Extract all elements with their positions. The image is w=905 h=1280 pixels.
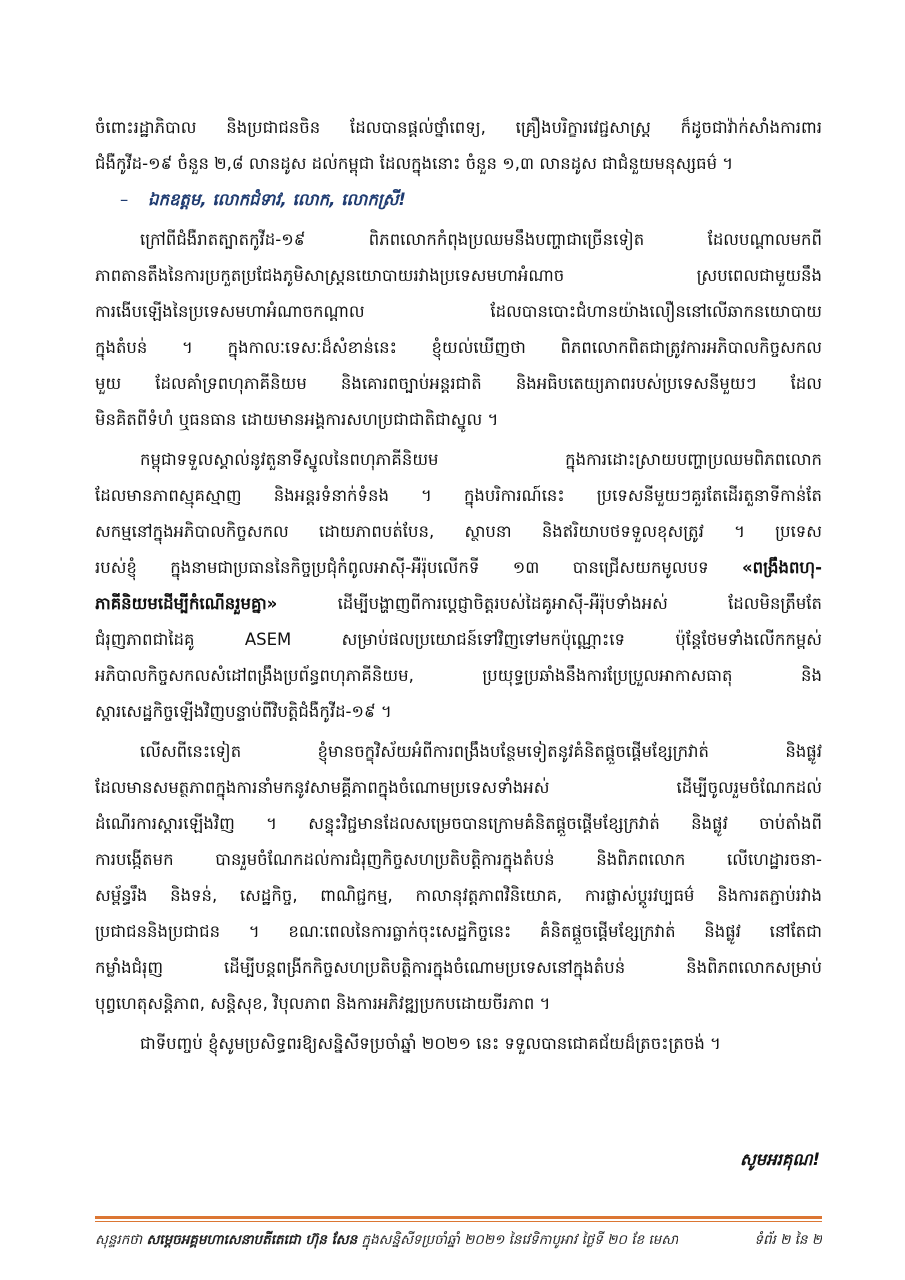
paragraph-4 [95,1026,822,1062]
text-line: ជាទីបញ្ចប់ ខ្ញុំសូមប្រសិទ្ធពរឱ្យសន្និសីទប្រចាំឆ្នាំ ២០២១ នេះ ទទួលបានជោគជ័យដ៏ត្រចះត្រចង់ ។ [140,1034,721,1053]
page-number: ទំព័រ ២ នៃ ២ [754,1232,822,1248]
text-line: សកម្មនៅក្នុងអភិបាលកិច្ចសកល ដោយភាពបត់បែន, ស្ថាបនា និងឥរិយាបថទទួលខុសត្រូវ ។ ប្រទេស [95,522,822,541]
text-line: បុព្វហេតុសន្តិភាព, សន្តិសុខ, វិបុលភាព និងការអភិវឌ្ឍប្រកបដោយចីរភាព ។ [95,994,551,1013]
salutation-heading [120,182,820,218]
text-line [95,550,822,586]
footer-prefix: សុន្ទរកថា [95,1232,143,1248]
text-line: ក្រៅពីជំងឺរាតត្បាតកូវីដ-១៩ ពិភពលោកកំពុងប្រឈមនឹងបញ្ហាជាច្រើនទៀត ដែលបណ្តាលមកពី [140,230,822,249]
text-line: ជំងឺកូវីដ-១៩ ចំនួន ២,៨ លានដូស ដល់កម្ពុជា ដែលក្នុងនោះ ចំនួន ១,៣ លានដូស ជាជំនួយមនុស្សធម៌ ។ [95,154,734,173]
paragraph-1 [95,222,822,438]
text-line: ដែលមានសមត្ថភាពក្នុងការនាំមកនូវសាមគ្គីភាពក្នុងចំណោមប្រទេសទាំងអស់ ដើម្បីចូលរួមចំណែកដល់ [95,778,822,797]
text-line: ការបង្កើតមក បានរួមចំណែកដល់ការជំរុញកិច្ចសហប្រតិបត្តិការក្នុងតំបន់ និងពិភពលោក លើហេដ្ឋារចនា- [95,850,822,869]
theme-title-bold: «ពង្រឹងពហុ- [741,558,822,577]
text-line: ដំណើរការស្តារឡើងវិញ ។ សន្ទុះវិជ្ជមានដែលសម្រេចបានក្រោមគំនិតផ្តួចផ្តើមខ្សែក្រវាត់ និងផ្លូវ ចាប់តាំងពី [95,814,822,833]
text-line: ចំពោះរដ្ឋាភិបាល និងប្រជាជនចិន ដែលបានផ្តល់ថ្នាំពេទ្យ, គ្រឿងបរិក្ខារវេជ្ជសាស្ត្រ ក៏ដូចជាវ៉ាក់សាំងការពារ [95,118,822,137]
text-line [95,586,822,622]
text-line: អភិបាលកិច្ចសកលសំដៅពង្រឹងប្រព័ន្ធពហុភាគីនិយម, ប្រយុទ្ធប្រឆាំងនឹងការប្រែប្រួលអាកាសធាតុ និង [95,666,822,685]
footer-speaker: សម្តេចអគ្គមហាសេនាបតីតេជោ ហ៊ុន សែន [146,1232,358,1248]
footer-event: ក្នុងសន្និសីទប្រចាំឆ្នាំ ២០២១ នៃវេទិកាបូអាវ ថ្ងៃទី ២០ ខែ មេសា [361,1232,679,1248]
page-footer [95,1216,822,1252]
text-line: ស្តារសេដ្ឋកិច្ចឡើងវិញបន្ទាប់ពីវិបត្តិជំងឺកូវីដ-១៩ ។ [95,702,392,721]
speech-body [95,222,822,1066]
text-line: កម្ពុជាទទួលស្គាល់នូវតួនាទីស្នូលនៃពហុភាគីនិយម ក្នុងការដោះស្រាយបញ្ហាប្រឈមពិភពលោក [140,450,822,469]
paragraph-2 [95,442,822,730]
text-segment: របស់ខ្ញុំ ក្នុងនាមជាប្រធាននៃកិច្ចប្រជុំកំពូលអាស៊ី-អឺរ៉ុបលើកទី ១៣ បានជ្រើសយកមូលបទ [95,558,709,577]
text-line: ភាពតានតឹងនៃការប្រកួតប្រជែងភូមិសាស្ត្រនយោបាយរវាងប្រទេសមហាអំណាច ស្របពេលជាមួយនឹង [95,266,822,285]
footer-rule [95,1216,822,1222]
text-line: ប្រជាជននិងប្រជាជន ។ ខណៈពេលនៃការធ្លាក់ចុះសេដ្ឋកិច្ចនេះ គំនិតផ្តួចផ្តើមខ្សែក្រវាត់ និងផ្លូវ នៅតែជា [95,922,822,941]
intro-paragraph-continuation [95,110,822,182]
text-line: ក្នុងតំបន់ ។ ក្នុងកាលៈទេសៈដ៏សំខាន់នេះ ខ្ញុំយល់ឃើញថា ពិភពលោកពិតជាត្រូវការអភិបាលកិច្ចសកល [95,338,822,357]
text-line: ជំរុញភាពជាដៃគូ ASEM សម្រាប់ផលប្រយោជន៍ទៅវិញទៅមកប៉ុណ្ណោះទេ ប៉ុន្តែថែមទាំងលើកកម្ពស់ [95,630,822,649]
footer-caption [95,1228,678,1252]
paragraph-3 [95,734,822,1022]
salutation-text: ឯកឧត្តម, លោកជំទាវ, លោក, លោកស្រី! [148,190,406,209]
text-segment: ដើម្បីបង្ហាញពីការប្តេជ្ញាចិត្តរបស់ដៃគូអាស៊ី-អឺរ៉ុបទាំងអស់ ដែលមិនត្រឹមតែ [337,594,823,613]
closing-thanks: សូមអរគុណ! [739,1150,820,1169]
footer-row [95,1228,822,1252]
text-line: សម្ព័ន្ធរឹង និងទន់, សេដ្ឋកិច្ច, ពាណិជ្ជកម្ម, កាលានុវត្តភាពវិនិយោគ, ការផ្លាស់ប្តូរវប្បធម៌ និងការតភ្ជាប់រវាង [95,886,822,905]
text-line: លើសពីនេះទៀត ខ្ញុំមានចក្ខុវិស័យអំពីការពង្រឹងបន្ថែមទៀតនូវគំនិតផ្តួចផ្តើមខ្សែក្រវាត់ និងផ្លូវ [140,742,822,761]
text-line: មួយ ដែលគាំទ្រពហុភាគីនិយម និងគោរពច្បាប់អន្តរជាតិ និងអធិបតេយ្យភាពរបស់ប្រទេសនីមួយៗ ដែល [95,374,822,393]
theme-title-bold: ភាគីនិយមដើម្បីកំណើនរួមគ្នា» [95,594,278,613]
text-line: មិនគិតពីទំហំ ឬធនធាន ដោយមានអង្គការសហប្រជាជាតិជាស្នូល ។ [95,410,499,429]
text-line: កម្លាំងជំរុញ ដើម្បីបន្តពង្រីកកិច្ចសហប្រតិបត្តិការក្នុងចំណោមប្រទេសនៅក្នុងតំបន់ និងពិភពលោកសម្រាប់ [95,958,822,977]
dash-bullet: – [120,190,129,209]
text-line: ដែលមានភាពស្មុគស្មាញ និងអន្តរទំនាក់ទំនង ។ ក្នុងបរិការណ៍នេះ ប្រទេសនីមួយៗគួរតែដើរតួនាទីកាន់តែ [95,486,822,505]
text-line: ការងើបឡើងនៃប្រទេសមហាអំណាចកណ្តាល ដែលបានបោះជំហានយ៉ាងលឿននៅលើឆាកនយោបាយ [95,302,822,321]
